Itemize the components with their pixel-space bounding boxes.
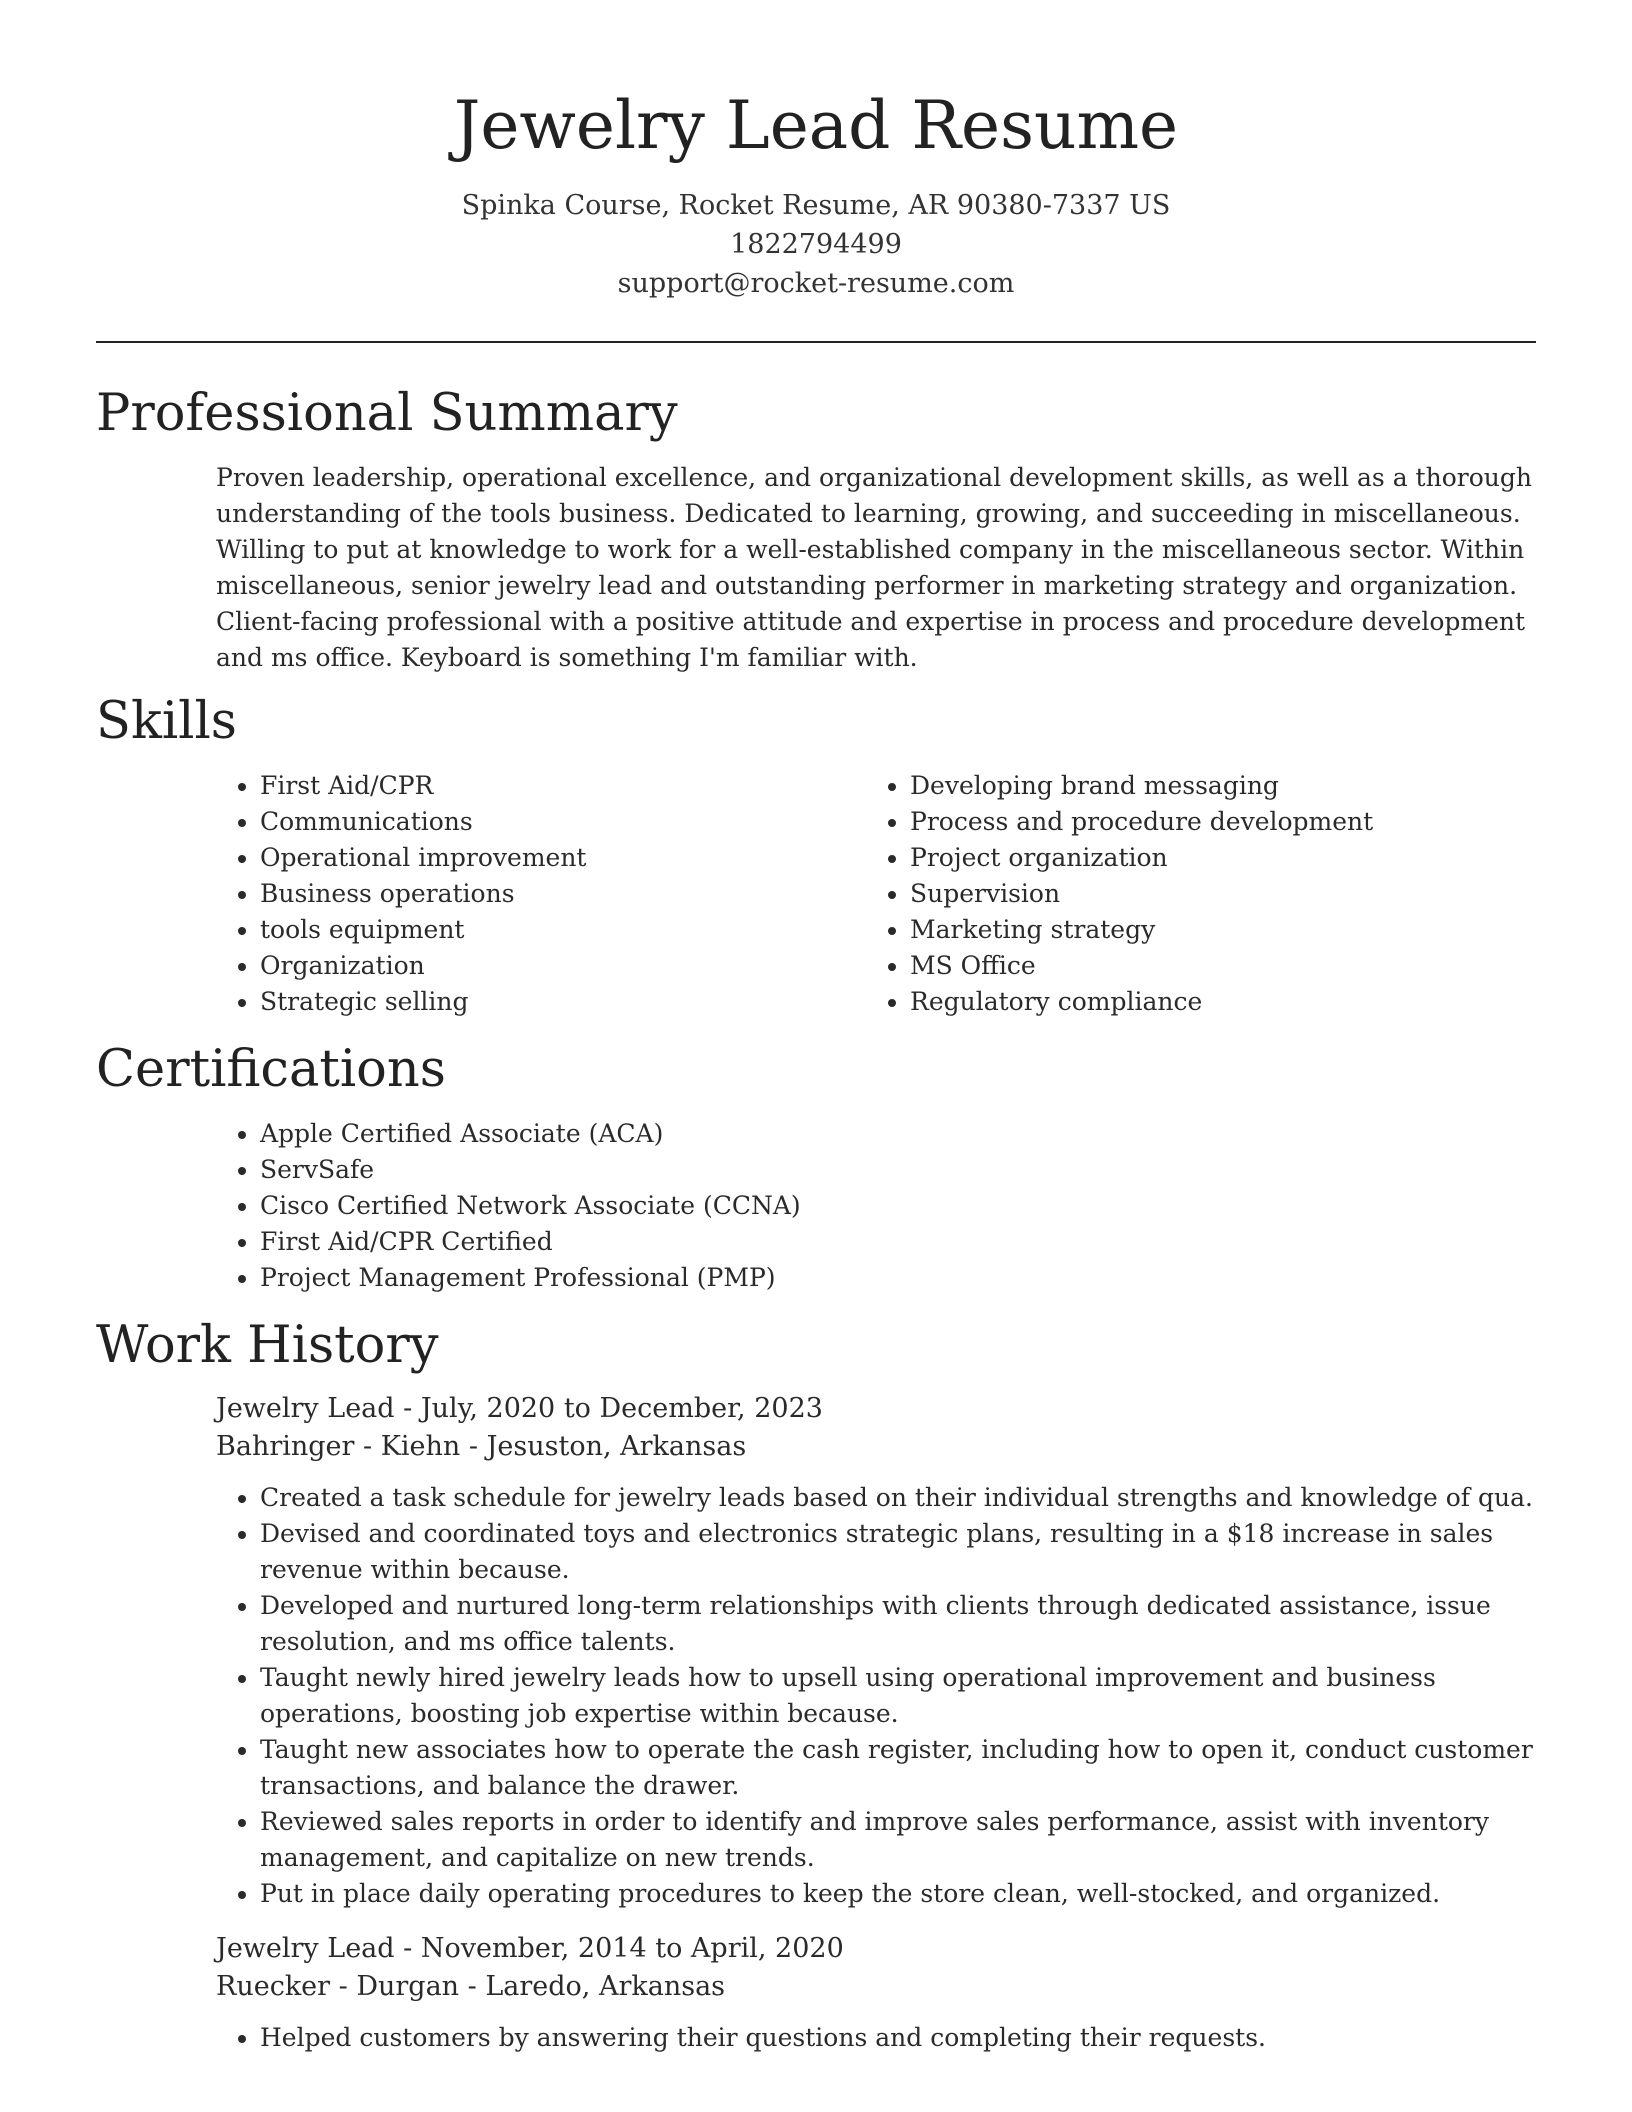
work-history-section <box>96 1312 1536 2056</box>
job-entry <box>216 1930 1536 2056</box>
certification-item: • ServSafe <box>260 1152 1536 1188</box>
job-bullet: • Helped customers by answering their questions and completing their requests. <box>260 2020 1536 2056</box>
contact-address: Spinka Course, Rocket Resume, AR 90380-7337 US <box>461 190 1171 221</box>
skills-section <box>96 688 1536 1020</box>
skill-item: • Regulatory compliance <box>910 984 1516 1020</box>
certification-item: • Apple Certified Associate (ACA) <box>260 1116 1536 1152</box>
skill-item: • Process and procedure development <box>910 804 1516 840</box>
job-bullet: • Put in place daily operating procedures to keep the store clean, well-stocked, and organized. <box>260 1876 1536 1912</box>
skill-item: • Strategic selling <box>260 984 866 1020</box>
job-title-line: Jewelry Lead - July, 2020 to December, 2023 <box>216 1393 823 1424</box>
skill-item: • Business operations <box>260 876 866 912</box>
resume-header <box>0 0 1632 303</box>
skills-heading: Skills <box>96 692 237 751</box>
job-bullet: • Developed and nurtured long-term relationships with clients through dedicated assistance, issue resolution, and ms office talents. <box>260 1588 1536 1660</box>
skill-item: • Developing brand messaging <box>910 768 1516 804</box>
job-bullets <box>216 1480 1536 1912</box>
job-bullets <box>216 2020 1536 2056</box>
job-bullet: • Taught newly hired jewelry leads how to upsell using operational improvement and business operations, boosting job expertise within because. <box>260 1660 1536 1732</box>
skills-list-left <box>216 768 866 1020</box>
contact-phone: 1822794499 <box>730 229 902 260</box>
job-bullet: • Reviewed sales reports in order to identify and improve sales performance, assist with inventory management, and capitalize on new trends. <box>260 1804 1536 1876</box>
skill-item: • Organization <box>260 948 866 984</box>
skills-columns <box>216 768 1536 1020</box>
certifications-section <box>96 1036 1536 1296</box>
summary-heading: Professional Summary <box>96 384 678 443</box>
job-title-line: Jewelry Lead - November, 2014 to April, 2020 <box>216 1933 844 1964</box>
skills-list-right <box>866 768 1516 1020</box>
summary-body <box>216 460 1536 676</box>
work-history-heading: Work History <box>96 1316 439 1375</box>
resume-content <box>96 380 1536 2056</box>
skill-item: • Communications <box>260 804 866 840</box>
header-divider <box>96 341 1536 343</box>
summary-text: Proven leadership, operational excellence, and organizational development skills, as well as a thorough understanding of the tools business. Dedicated to learning, growing, and succeeding in miscellaneous. Willing to put at knowledge to work for a well-established company in the miscellaneous sector. Within miscellaneous, senior jewelry lead and outstanding performer in marketing strategy and organization. Client-facing professional with a positive attitude and expertise in process and procedure development and ms office. Keyboard is something I'm familiar with. <box>216 463 1532 672</box>
skill-item: • Marketing strategy <box>910 912 1516 948</box>
summary-section <box>96 380 1536 676</box>
skill-item: • Project organization <box>910 840 1516 876</box>
skill-item: • Operational improvement <box>260 840 866 876</box>
job-bullet: • Taught new associates how to operate the cash register, including how to open it, conduct customer transactions, and balance the drawer. <box>260 1732 1536 1804</box>
skill-item: • MS Office <box>910 948 1516 984</box>
certifications-heading: Certifications <box>96 1040 446 1099</box>
skill-item: • tools equipment <box>260 912 866 948</box>
contact-email: support@rocket-resume.com <box>617 268 1015 299</box>
job-entry <box>216 1390 1536 1912</box>
job-company-line: Ruecker - Durgan - Laredo, Arkansas <box>216 1971 726 2002</box>
job-bullet: • Created a task schedule for jewelry leads based on their individual strengths and knowledge of qua. <box>260 1480 1536 1516</box>
contact-block <box>0 186 1632 303</box>
certification-item: • Project Management Professional (PMP) <box>260 1260 1536 1296</box>
certifications-body <box>216 1116 1536 1296</box>
job-company-line: Bahringer - Kiehn - Jesuston, Arkansas <box>216 1431 747 1462</box>
skills-column-left <box>216 768 866 1020</box>
certification-item: • First Aid/CPR Certified <box>260 1224 1536 1260</box>
job-bullet: • Devised and coordinated toys and electronics strategic plans, resulting in a $18 increase in sales revenue within because. <box>260 1516 1536 1588</box>
resume-title: Jewelry Lead Resume <box>453 87 1179 164</box>
certification-item: • Cisco Certified Network Associate (CCNA) <box>260 1188 1536 1224</box>
skills-column-right <box>866 768 1516 1020</box>
skill-item: • Supervision <box>910 876 1516 912</box>
skill-item: • First Aid/CPR <box>260 768 866 804</box>
certifications-list <box>216 1116 1536 1296</box>
